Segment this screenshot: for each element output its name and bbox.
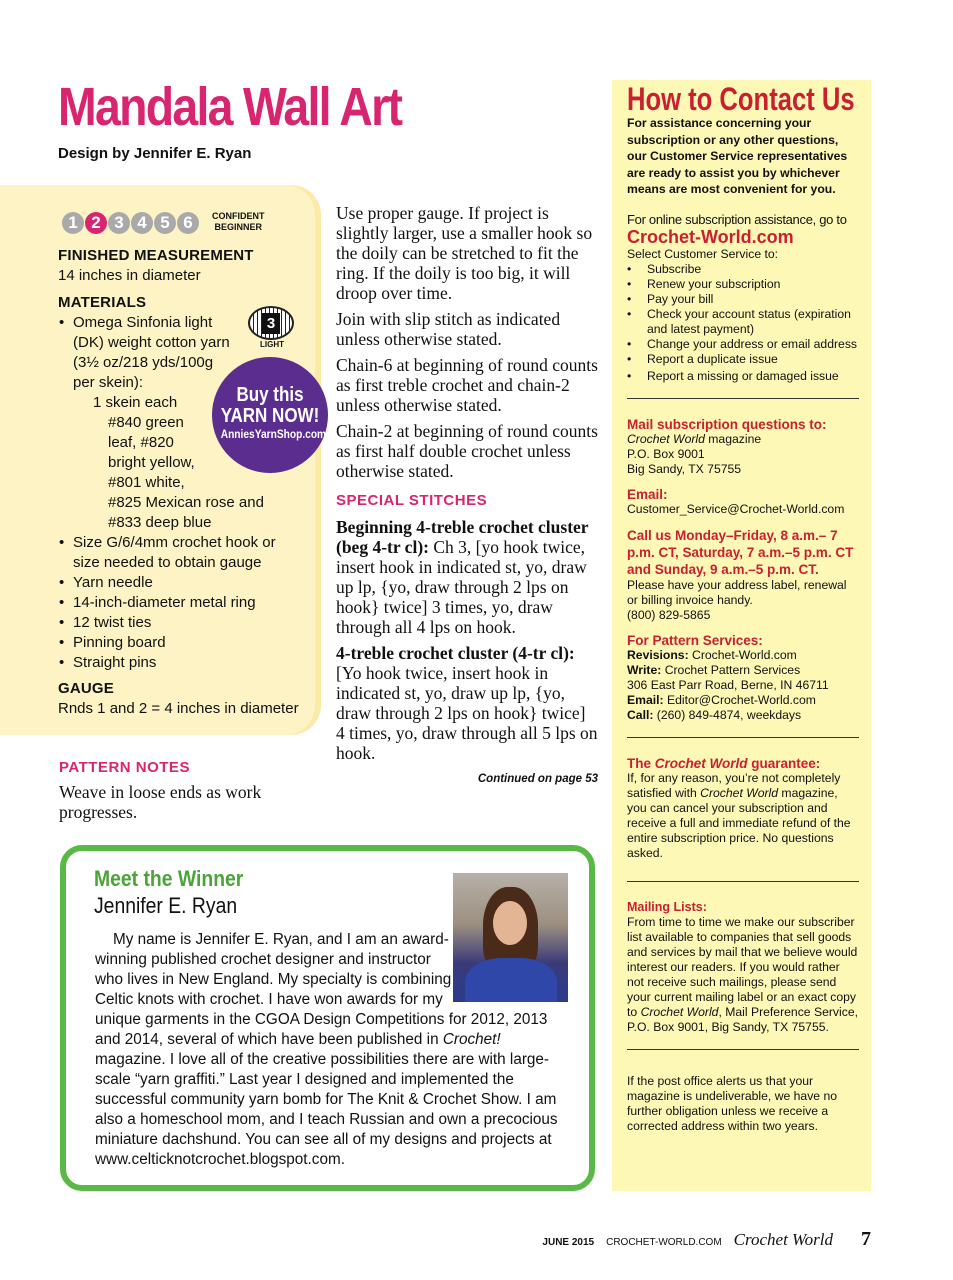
contact-sidebar: How to Contact Us For assistance concerning your subscription or any other questions, our Customer Service representatives are ready to assist you by whichever means are most convenient for you. For online subscription assistance, go to Crochet-World.com Select Customer Service to: • Subscribe • Renew your subscription • Pay your bill • Check your account status (expiration and latest payment) • Change your address or email address • Report a duplicate issue • Report a missing or damaged issue Mail subscription questions to: Crochet World magazine P.O. Box 9001 Big Sandy, TX 75755 Email: Customer_Service@Crochet-World.com Call us Monday–Friday, 8 a.m.– 7 p.m. CT, Saturday, 7 a.m.–5 p.m. CT and Sunday, 9 a.m.–5 p.m. CT. Please have your address label, renewal or billing invoice handy. (800) 829-5865 For Pattern Services: Revisions: Crochet-World.com Write: Crochet Pattern Services 306 East Parr Road, Berne, IN 46711 Email: Editor@Crochet-World.com Call: (260) 849-4874, weekdays The Crochet World guarantee: If, for any reason, you’re not completely satisfied with Crochet World magazine, you can cancel your subscription and receive a full and immediate refund of the entire subscription price. No questions asked. Mailing Lists: From time to time we make our subscriber list available to companies that sell goods and services by mail that we believe would interest our readers. If you would rather not receive such mailings, please send your current mailing label or an exact copy to Crochet World, Mail Preference Service, P.O. Box 9001, Big Sandy, TX 75755. If the post office alerts us that your magazine is undeliverable, we have no further obligation unless we receive a corrected address within two years. xyxy=(612,80,871,1191)
pattern-notes: PATTERN NOTES Weave in loose ends as work progresses. xyxy=(59,759,262,822)
level-3: 3 xyxy=(108,212,130,234)
customer-service-email[interactable]: Customer_Service@Crochet-World.com xyxy=(627,501,845,516)
skill-level-indicator xyxy=(62,212,199,234)
page-number: 7 xyxy=(861,1228,871,1250)
yarn-weight-icon: 3 LIGHT xyxy=(248,306,296,349)
level-2-active: 2 xyxy=(85,212,107,234)
byline: Design by Jennifer E. Ryan xyxy=(58,145,252,162)
winner-heading: Meet the Winner xyxy=(94,866,244,891)
level-6: 6 xyxy=(177,212,199,234)
level-4: 4 xyxy=(131,212,153,234)
instructions-column: Use proper gauge. If project is slightly larger, use a smaller hook so the doily can be stretched to fit the ring. If the doily is too big, it will droop over time. Join with slip stitch as indicated unless otherwise stated. Chain-6 at beginning of round counts as first treble crochet and chain-2 unless otherwise stated. Chain-2 at beginning of round counts as first half double crochet unless otherwise stated. SPECIAL STITCHES Beginning 4-treble crochet cluster (beg 4-tr cl): Ch 3, [yo hook twice, insert hook in indicated st, yo, draw up lp, {yo, draw through 2 lps on hook} twice] 3 times, yo, draw through all 4 lps on hook. 4-treble crochet cluster (4-tr cl): [Yo hook twice, insert hook in indicated st, yo, draw up lp, {yo, draw through 2 lps on hook} twice] 4 times, yo, draw through all 5 lps on hook. Continued on page 53 xyxy=(336,203,598,789)
winner-bio: My name is Jennifer E. Ryan, and I am an award-winning published crochet designer and instructor who lives in New England. My specialty is combining Celtic knots with crochet. I have won awards for my unique garments in the CGOA Design Competitions for 2012, 2013 and 2014, several of which have been published in Crochet! magazine. I love all of the creative possibilities there are with large-scale “yarn graffiti.” Last year I designed and implemented the successful community yarn bomb for The Knit & Crochet Show. I am also a homeschool mom, and I teach Russian and own a precocious miniature dachshund. You can see all of my designs and projects at www.celticknotcrochet.blogspot.com. xyxy=(95,931,558,1168)
finished-measurement: FINISHED MEASUREMENT 14 inches in diameter xyxy=(58,247,254,284)
contact-title: How to Contact Us xyxy=(627,81,855,117)
materials: MATERIALS • Omega Sinfonia light (DK) weight cotton yarn (3½ oz/218 yds/100g per skein): 1 skein each #840 green leaf, #820 bright yellow, #801 white, #825 Mexican rose and #833 deep blue • Size G/6/4mm crochet hook or size needed to obtain gauge • Yarn needle • 14-inch-diameter metal ring • 12 twist ties • Pinning board • Straight pins GAUGE Rnds 1 and 2 = 4 inches in diameter xyxy=(58,293,308,719)
page-footer: JUNE 2015 CROCHET-WORLD.COM Crochet World 7 xyxy=(542,1228,871,1250)
skill-level-label: CONFIDENT BEGINNER xyxy=(212,211,265,232)
level-5: 5 xyxy=(154,212,176,234)
crochet-world-link[interactable]: Crochet-World.com xyxy=(627,226,794,247)
article-title: Mandala Wall Art xyxy=(58,77,402,137)
winner-name: Jennifer E. Ryan xyxy=(94,893,238,918)
level-1: 1 xyxy=(62,212,84,234)
buy-yarn-badge[interactable]: Buy this YARN NOW! AnniesYarnShop.com xyxy=(212,357,328,473)
continued-note: Continued on page 53 xyxy=(477,773,598,785)
